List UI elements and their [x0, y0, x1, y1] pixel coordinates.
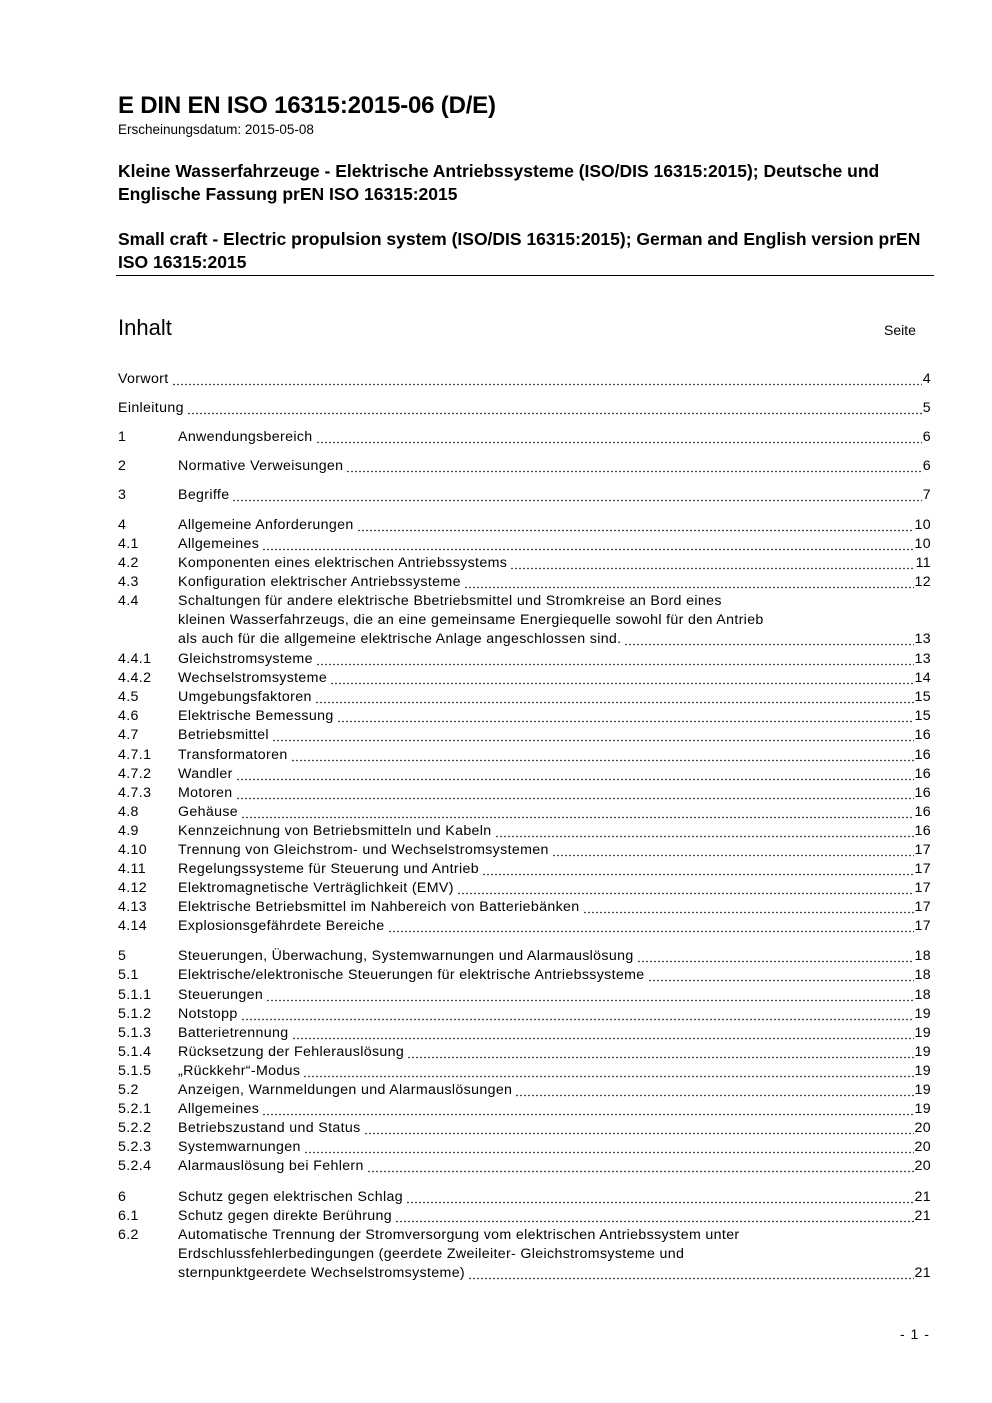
toc-entry[interactable]	[118, 516, 931, 535]
toc-entry-page: 13	[914, 631, 931, 647]
toc-entry[interactable]	[118, 917, 931, 936]
toc-entry-title: Komponenten eines elektrischen Antriebssystems	[178, 555, 508, 571]
toc-entry-number: 5.1.5	[118, 1063, 152, 1079]
toc-entry-page: 14	[914, 670, 931, 686]
toc-entry-number: 5.2.4	[118, 1158, 152, 1174]
toc-entry[interactable]	[118, 1081, 931, 1100]
toc-entry-number: 5.2.3	[118, 1139, 152, 1155]
toc-dot-leader	[468, 1267, 914, 1280]
toc-entry-number: 4	[118, 517, 127, 533]
toc-dot-leader	[304, 1141, 914, 1154]
toc-entry-number: 4.1	[118, 536, 139, 552]
toc-entry-title: Explosionsgefährdete Bereiche	[178, 918, 385, 934]
toc-entry[interactable]	[118, 1005, 931, 1024]
toc-entry-page: 17	[914, 880, 931, 896]
toc-entry-number: 6	[118, 1189, 127, 1205]
toc-entry-page: 21	[914, 1265, 931, 1281]
toc-entry[interactable]	[118, 592, 931, 649]
toc-entry-page: 21	[914, 1208, 931, 1224]
toc-entry-title: Anzeigen, Warnmeldungen und Alarmauslösungen	[178, 1082, 513, 1098]
toc-dot-leader	[262, 538, 913, 551]
toc-entry-page: 15	[914, 708, 931, 724]
toc-entry-number: 4.7.1	[118, 747, 152, 763]
toc-entry-title: Alarmauslösung bei Fehlern	[178, 1158, 364, 1174]
toc-entry-number: 4.12	[118, 880, 148, 896]
toc-entry-number: 5.1.3	[118, 1025, 152, 1041]
toc-entry-title: Anwendungsbereich	[178, 429, 313, 445]
title-english: Small craft - Electric propulsion system (ISO/DIS 16315:2015); German and English version prEN ISO 16315:2015	[118, 229, 921, 272]
toc-dot-leader	[495, 825, 914, 838]
toc-dot-leader	[315, 691, 914, 704]
toc-entry-page: 16	[914, 785, 931, 801]
toc-entry-number: 5.1.1	[118, 987, 152, 1003]
toc-entry-title: Batterietrennung	[178, 1025, 289, 1041]
toc-entry-page: 10	[914, 536, 931, 552]
toc-entry-page: 6	[922, 429, 931, 445]
toc-entry-page: 16	[914, 747, 931, 763]
toc-entry[interactable]	[118, 1188, 931, 1207]
toc-dot-leader	[510, 557, 914, 570]
toc-entry[interactable]	[118, 399, 931, 418]
toc-entry-number: 4.6	[118, 708, 139, 724]
toc-dot-leader	[515, 1084, 913, 1097]
toc-entry-title: Motoren	[178, 785, 233, 801]
toc-entry-title: Begriffe	[178, 487, 230, 503]
toc-entry-title: Kennzeichnung von Betriebsmitteln und Kabeln	[178, 823, 492, 839]
toc-entry-page: 18	[914, 987, 931, 1003]
toc-entry-page: 20	[914, 1139, 931, 1155]
toc-entry-page: 21	[914, 1189, 931, 1205]
toc-dot-leader	[648, 969, 914, 982]
toc-dot-leader	[406, 1191, 914, 1204]
toc-entry[interactable]	[118, 986, 931, 1005]
toc-entry-page: 6	[922, 458, 931, 474]
toc-entry-number: 4.10	[118, 842, 148, 858]
toc-entry-title: Allgemeines	[178, 536, 260, 552]
toc-entry-number: 4.7.2	[118, 766, 152, 782]
toc-entry[interactable]	[118, 1207, 931, 1226]
toc-dot-leader	[552, 844, 914, 857]
toc-entry[interactable]	[118, 554, 931, 573]
toc-entry-page: 20	[914, 1158, 931, 1174]
toc-dot-leader	[172, 373, 922, 386]
toc-entry-number: 4.4.2	[118, 670, 152, 686]
toc-entry-number: 6.1	[118, 1208, 139, 1224]
toc-dot-leader	[291, 749, 914, 762]
toc-entry-title: Notstopp	[178, 1006, 238, 1022]
document-title: E DIN EN ISO 16315:2015-06 (D/E)	[118, 92, 496, 119]
toc-entry-page: 4	[922, 371, 931, 387]
toc-entry-page: 7	[922, 487, 931, 503]
toc-entry-page: 19	[914, 1101, 931, 1117]
toc-entry-number: 4.13	[118, 899, 148, 915]
toc-entry-title: Gleichstromsysteme	[178, 651, 313, 667]
toc-dot-leader	[272, 729, 914, 742]
toc-page-column-label: Seite	[884, 322, 916, 338]
title-german: Kleine Wasserfahrzeuge - Elektrische Antriebssysteme (ISO/DIS 16315:2015); Deutsche und Englische Fassung prEN ISO 16315:2015	[118, 161, 880, 204]
header-divider	[116, 275, 934, 276]
toc-entry-title: Umgebungsfaktoren	[178, 689, 312, 705]
toc-entry-title: Wandler	[178, 766, 233, 782]
toc-entry-title: Steuerungen, Überwachung, Systemwarnungen und Alarmauslösung	[178, 948, 634, 964]
toc-dot-leader	[236, 768, 914, 781]
toc-entry[interactable]	[118, 428, 931, 447]
toc-dot-leader	[464, 576, 914, 589]
toc-dot-leader	[457, 882, 914, 895]
toc-entry-title: Regelungssysteme für Steuerung und Antrieb	[178, 861, 479, 877]
toc-dot-leader	[624, 633, 913, 646]
toc-entry[interactable]	[118, 746, 931, 765]
toc-entry-number: 4.2	[118, 555, 139, 571]
toc-entry-number: 5.1.2	[118, 1006, 152, 1022]
toc-entry[interactable]	[118, 688, 931, 707]
toc-entry-number: 4.4.1	[118, 651, 152, 667]
toc-entry-title: Elektromagnetische Verträglichkeit (EMV)	[178, 880, 454, 896]
toc-entry-title: Konfiguration elektrischer Antriebssysteme	[178, 574, 461, 590]
toc-entry-number: 4.11	[118, 861, 146, 877]
toc-entry[interactable]	[118, 822, 931, 841]
toc-entry[interactable]	[118, 966, 931, 985]
toc-entry[interactable]	[118, 1226, 931, 1283]
toc-entry[interactable]	[118, 1024, 931, 1043]
toc-entry-number: 4.7.3	[118, 785, 152, 801]
toc-entry-number: 5.1	[118, 967, 139, 983]
toc-entry[interactable]	[118, 1062, 931, 1081]
toc-entry-number: 4.3	[118, 574, 139, 590]
toc-entry-title: Wechselstromsysteme	[178, 670, 328, 686]
toc-entry-number: 6.2	[118, 1227, 139, 1243]
publication-date: Erscheinungsdatum: 2015-05-08	[118, 122, 314, 137]
toc-entry[interactable]	[118, 765, 931, 784]
toc-entry-page: 19	[914, 1044, 931, 1060]
toc-dot-leader	[262, 1103, 913, 1116]
toc-entry[interactable]	[118, 803, 931, 822]
toc-entry-title-line: kleinen Wasserfahrzeugs, die an eine gemeinsame Energiequelle sowohl für den Antrieb	[178, 612, 764, 628]
toc-entry-page: 17	[914, 918, 931, 934]
toc-dot-leader	[187, 402, 922, 415]
toc-entry[interactable]	[118, 1138, 931, 1157]
toc-entry-page: 16	[914, 823, 931, 839]
toc-entry[interactable]	[118, 947, 931, 966]
toc-dot-leader	[232, 489, 921, 502]
toc-entry-number: 5.1.4	[118, 1044, 152, 1060]
toc-entry[interactable]	[118, 860, 931, 879]
toc-entry-page: 16	[914, 727, 931, 743]
toc-entry-number: 4.4	[118, 593, 139, 609]
toc-entry-title-line: Automatische Trennung der Stromversorgung vom elektrischen Antriebssystem unter	[178, 1227, 740, 1243]
toc-entry-title: Elektrische/elektronische Steuerungen für elektrische Antriebssysteme	[178, 967, 645, 983]
toc-dot-leader	[316, 653, 914, 666]
toc-entry-title: Steuerungen	[178, 987, 264, 1003]
toc-dot-leader	[407, 1046, 913, 1059]
toc-entry[interactable]	[118, 573, 931, 592]
toc-dot-leader	[637, 950, 914, 963]
toc-entry[interactable]	[118, 707, 931, 726]
toc-entry-page: 18	[914, 967, 931, 983]
toc-entry-title-line: Erdschlussfehlerbedingungen (geerdete Zweileiter- Gleichstromsysteme und	[178, 1246, 685, 1262]
toc-entry-title: Elektrische Bemessung	[178, 708, 334, 724]
page-number: - 1 -	[900, 1326, 930, 1342]
toc-entry[interactable]	[118, 1043, 931, 1062]
toc-dot-leader	[241, 806, 913, 819]
toc-heading: Inhalt	[118, 315, 172, 340]
toc-entry-title: Trennung von Gleichstrom- und Wechselstromsystemen	[178, 842, 549, 858]
toc-dot-leader	[241, 1008, 914, 1021]
toc-entry-page: 10	[914, 517, 931, 533]
toc-dot-leader	[292, 1027, 914, 1040]
toc-entry[interactable]	[118, 841, 931, 860]
toc-entry-title: Rücksetzung der Fehlerauslösung	[178, 1044, 405, 1060]
toc-entry[interactable]	[118, 898, 931, 917]
toc-entry-number: 2	[118, 458, 127, 474]
toc-entry-number: 4.5	[118, 689, 139, 705]
toc-entry-title: Normative Verweisungen	[178, 458, 344, 474]
toc-entry-title: Allgemeine Anforderungen	[178, 517, 354, 533]
toc-entry-title-line: als auch für die allgemeine elektrische Anlage angeschlossen sind.	[178, 631, 622, 647]
toc-entry[interactable]	[118, 669, 931, 688]
toc-entry[interactable]	[118, 879, 931, 898]
toc-entry-page: 11	[915, 555, 931, 571]
toc-entry-title: Schutz gegen elektrischen Schlag	[178, 1189, 403, 1205]
toc-dot-leader	[266, 989, 913, 1002]
toc-entry-page: 5	[922, 400, 931, 416]
toc-entry-page: 16	[914, 804, 931, 820]
toc-entry-page: 19	[914, 1063, 931, 1079]
toc-entry-page: 20	[914, 1120, 931, 1136]
toc-entry-number: 5.2.1	[118, 1101, 152, 1117]
toc-dot-leader	[236, 787, 914, 800]
toc-entry-title: Elektrische Betriebsmittel im Nahbereich von Batteriebänken	[178, 899, 580, 915]
toc-entry-page: 12	[914, 574, 931, 590]
toc-dot-leader	[364, 1122, 914, 1135]
toc-entry[interactable]	[118, 1100, 931, 1119]
toc-dot-leader	[303, 1065, 913, 1078]
toc-entry-number: 5.2.2	[118, 1120, 152, 1136]
toc-entry-title-line: Schaltungen für andere elektrische Bbetriebsmittel und Stromkreise an Bord eines	[178, 593, 722, 609]
toc-entry[interactable]	[118, 457, 931, 476]
toc-dot-leader	[357, 519, 914, 532]
toc-entry-title: Gehäuse	[178, 804, 239, 820]
toc-entry[interactable]	[118, 650, 931, 669]
toc-entry-page: 16	[914, 766, 931, 782]
toc-entry-number: 3	[118, 487, 127, 503]
toc-entry-number: 4.7	[118, 727, 139, 743]
toc-entry-number: 5	[118, 948, 127, 964]
toc-entry-number: 4.8	[118, 804, 139, 820]
toc-entry-page: 19	[914, 1025, 931, 1041]
toc-dot-leader	[583, 901, 914, 914]
toc-dot-leader	[388, 920, 914, 933]
toc-entry-title: „Rückkehr“-Modus	[178, 1063, 301, 1079]
toc-entry-page: 19	[914, 1006, 931, 1022]
toc-entry-number: 5.2	[118, 1082, 139, 1098]
toc-entry[interactable]	[118, 784, 931, 803]
toc-entry-title: Betriebszustand und Status	[178, 1120, 361, 1136]
toc-entry-title: Schutz gegen direkte Berührung	[178, 1208, 392, 1224]
toc-dot-leader	[316, 431, 922, 444]
toc-entry-number: 1	[118, 429, 127, 445]
toc-entry-page: 19	[914, 1082, 931, 1098]
toc-entry-page: 13	[914, 651, 931, 667]
toc-entry[interactable]	[118, 1119, 931, 1138]
toc-dot-leader	[337, 710, 914, 723]
toc-entry-title: Systemwarnungen	[178, 1139, 301, 1155]
toc-dot-leader	[346, 460, 921, 473]
toc-entry-number: 4.9	[118, 823, 139, 839]
toc-entry[interactable]	[118, 535, 931, 554]
toc-dot-leader	[395, 1210, 914, 1223]
toc-entry-page: 15	[914, 689, 931, 705]
toc-entry-page: 17	[914, 899, 931, 915]
toc-entry[interactable]	[118, 726, 931, 745]
toc-entry-number: 4.14	[118, 918, 148, 934]
toc-entry-title: Betriebsmittel	[178, 727, 269, 743]
toc-entry[interactable]	[118, 486, 931, 505]
toc-entry-title: Allgemeines	[178, 1101, 260, 1117]
toc-entry-title: Vorwort	[118, 371, 169, 387]
toc-entry[interactable]	[118, 1157, 931, 1176]
toc-entry[interactable]	[118, 370, 931, 389]
toc-entry-title: Transformatoren	[178, 747, 288, 763]
toc-entry-page: 17	[914, 842, 931, 858]
toc-dot-leader	[330, 672, 913, 685]
toc-dot-leader	[367, 1160, 914, 1173]
toc-dot-leader	[482, 863, 914, 876]
toc-entry-page: 18	[914, 948, 931, 964]
toc-entry-page: 17	[914, 861, 931, 877]
toc-entry-title: Einleitung	[118, 400, 184, 416]
toc-entry-title-line: sternpunktgeerdete Wechselstromsysteme)	[178, 1265, 466, 1281]
